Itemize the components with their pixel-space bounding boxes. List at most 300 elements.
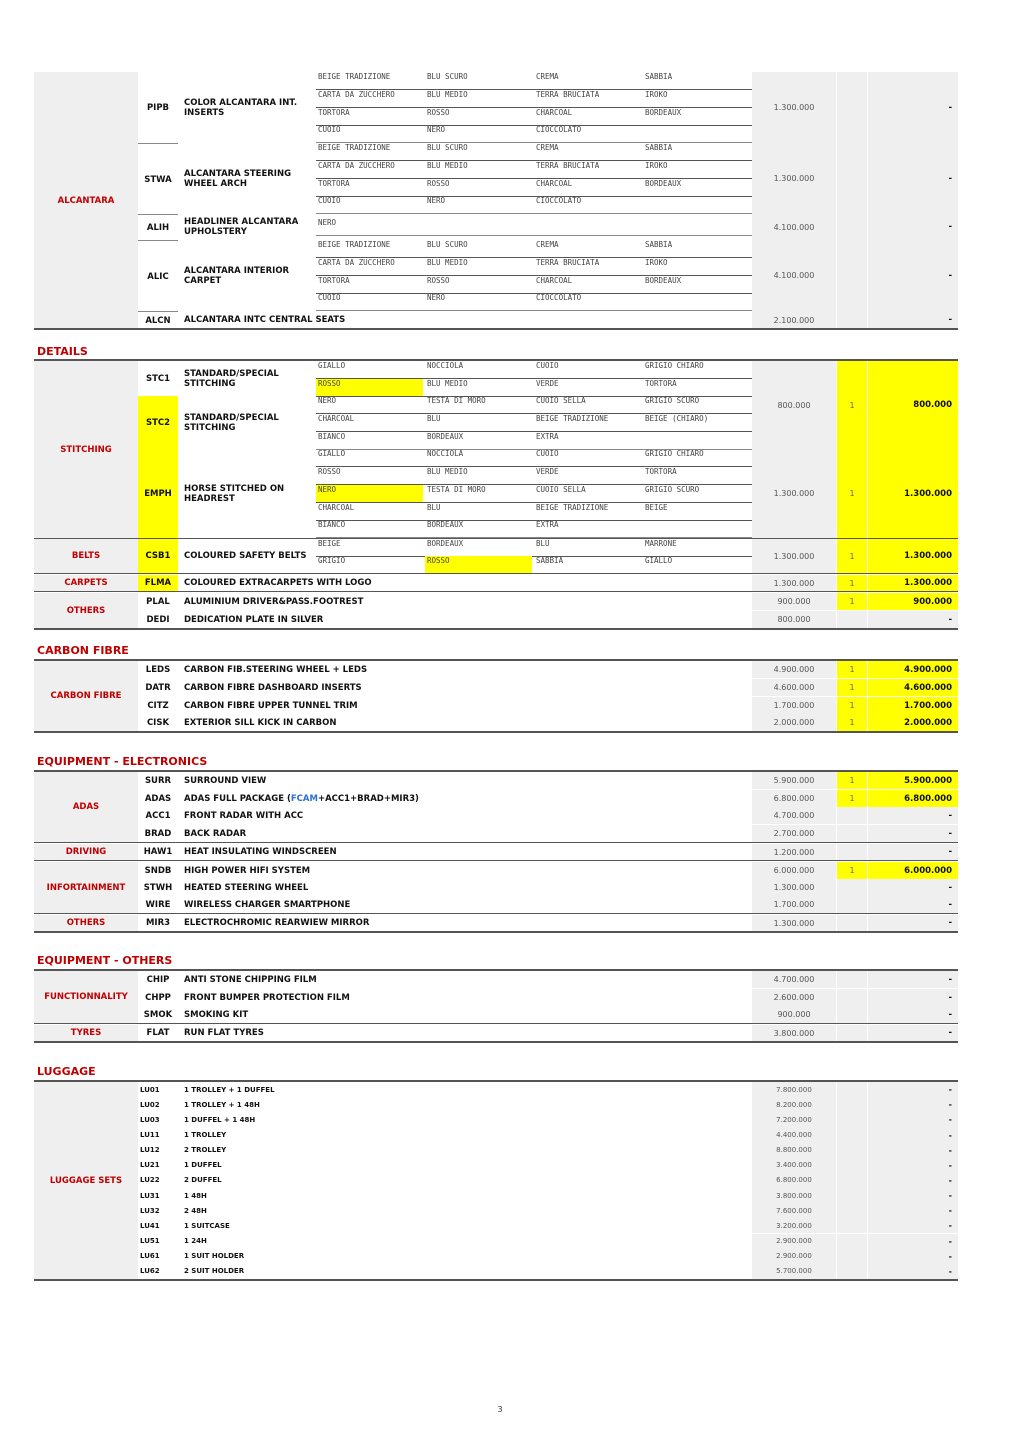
color-cell: CARTA DA ZUCCHERO [318,258,395,267]
option-description: HEAT INSULATING WINDSCREEN [184,847,337,857]
color-cell: ROSSO [427,179,450,188]
color-cell: TERRA BRUCIATA [536,258,600,267]
option-total: - [868,825,958,842]
option-description: FRONT BUMPER PROTECTION FILM [184,992,350,1003]
option-description: CARBON FIB.STEERING WHEEL + LEDS [184,664,368,675]
color-cell: BEIGE TRADIZIONE [318,72,391,81]
option-price: 8.800.000 [752,1143,836,1158]
color-cell: CIOCCOLATO [536,293,582,302]
option-code: LU03 [140,1115,160,1124]
section-divider [34,1279,958,1281]
color-cell: VERDE [536,379,559,388]
option-qty [837,1112,867,1127]
color-cell: BEIGE TRADIZIONE [318,240,391,249]
option-price: 800.000 [752,611,836,628]
option-qty: 1 [837,772,867,789]
option-qty [837,1025,867,1041]
option-total: 1.300.000 [868,575,958,591]
section-title-equipment-electronics: EQUIPMENT - ELECTRONICS [37,755,208,768]
option-price: 1.300.000 [752,72,836,143]
option-code: CISK [146,717,170,728]
color-cell: BLU SCURO [427,143,468,152]
color-cell: GIALLO [318,449,346,458]
color-cell: ROSSO [318,467,341,476]
color-cell: CIOCCOLATO [536,196,582,205]
color-cell: CIOCCOLATO [536,125,582,134]
option-qty: 1 [837,361,867,449]
option-description: 1 TROLLEY + 1 DUFFEL [184,1085,275,1094]
option-qty [837,1264,867,1279]
option-qty [837,971,867,988]
color-cell: SABBIA [536,556,564,565]
option-description: HEADLINER ALCANTARA UPHOLSTERY [184,217,299,237]
option-total: - [868,611,958,628]
option-price: 1.300.000 [752,879,836,896]
option-code: CHIP [146,974,170,985]
option-total: - [868,143,958,214]
option-total: - [868,1249,958,1264]
option-code: ACC1 [145,810,171,821]
option-total: - [868,896,958,913]
option-code: PLAL [146,596,170,607]
color-cell: NERO [427,125,446,134]
color-cell-selected: ROSSO [425,556,532,573]
option-qty [837,1158,867,1173]
section-divider [34,1041,958,1043]
option-code: STC2 [138,396,178,449]
color-cell: SABBIA [645,143,673,152]
color-cell: BEIGE TRADIZIONE [536,414,609,423]
section-divider [34,931,958,933]
option-description: ALCANTARA STEERING WHEEL ARCH [184,168,292,189]
category-others: OTHERS [34,593,138,628]
option-total: - [868,844,958,860]
option-price: 6.800.000 [752,790,836,807]
option-price: 6.000.000 [752,862,836,879]
option-total: 6.000.000 [868,862,958,879]
option-description: STANDARD/SPECIAL STITCHING [184,412,279,433]
option-code: WIRE [145,899,171,910]
option-total: - [868,1173,958,1188]
option-description: 2 SUIT HOLDER [184,1267,245,1276]
option-code: LU22 [140,1176,160,1185]
option-code: STWA [138,143,178,215]
option-qty: 1 [837,714,867,731]
color-cell: GRIGIO CHIARO [645,449,704,458]
option-description: HEATED STEERING WHEEL [184,882,309,893]
option-price: 1.200.000 [752,844,836,860]
row-divider [34,842,958,843]
color-cell: CARTA DA ZUCCHERO [318,90,395,99]
color-cell: NERO [427,293,446,302]
color-cell: BLU SCURO [427,240,468,249]
color-cell: BEIGE TRADIZIONE [536,503,609,512]
color-cell: BORDEAUX [427,539,464,548]
option-total: - [868,807,958,824]
color-cell: BLU [536,539,550,548]
option-total: - [868,214,958,240]
option-price: 6.800.000 [752,1173,836,1188]
color-cell: TESTA DI MORO [427,485,486,494]
color-cell: NERO [318,218,337,227]
option-total: - [868,1143,958,1158]
option-code: BRAD [144,828,172,839]
option-qty [837,1234,867,1249]
section-title-details: DETAILS [37,345,88,358]
option-price: 8.200.000 [752,1097,836,1112]
option-description: 1 TROLLEY + 1 48H [184,1100,260,1109]
row-divider [34,1023,958,1024]
option-price: 3.800.000 [752,1188,836,1203]
color-cell: CHARCOAL [536,108,573,117]
option-code: LU61 [140,1252,160,1261]
color-cell: TERRA BRUCIATA [536,90,600,99]
option-total: - [868,1234,958,1249]
color-cell: IROKO [645,161,668,170]
option-price: 800.000 [752,361,836,449]
option-qty: 1 [837,539,867,573]
color-cell: VERDE [536,467,559,476]
color-cell: BLU MEDIO [427,90,468,99]
option-code: FLMA [138,575,178,591]
color-cell: BEIGE (CHIARO) [645,414,709,423]
color-cell: CREMA [536,72,559,81]
row-divider [34,860,958,861]
option-description: 1 SUITCASE [184,1221,230,1230]
option-description: COLOURED SAFETY BELTS [184,551,307,561]
color-cell: BLU [427,503,441,512]
option-description: SMOKING KIT [184,1009,249,1020]
option-description: ALCANTARA INTERIOR CARPET [184,265,290,286]
option-code: LU51 [140,1237,160,1246]
color-cell: BEIGE [645,503,668,512]
color-cell: GRIGIO [318,556,346,565]
row-divider [34,913,958,914]
color-cell: BEIGE TRADIZIONE [318,143,391,152]
section-divider [34,628,958,630]
option-qty: 1 [837,593,867,610]
color-cell-selected: ROSSO [316,379,423,396]
option-code: SMOK [143,1009,173,1020]
option-qty [837,611,867,628]
option-total: 800.000 [868,361,958,449]
option-total: - [868,1025,958,1041]
color-cell: CUOIO [318,196,341,205]
color-cell: IROKO [645,258,668,267]
option-code: LU31 [140,1191,160,1200]
color-cell: CUOIO SELLA [536,396,586,405]
category-driving: DRIVING [34,844,138,860]
section-divider [34,731,958,733]
option-qty [837,989,867,1006]
option-price: 1.300.000 [752,539,836,573]
option-description: 1 TROLLEY [184,1131,227,1139]
option-qty [837,807,867,824]
option-total: 5.900.000 [868,772,958,789]
category-functionnality: FUNCTIONNALITY [34,971,138,1023]
color-cell: BLU [427,414,441,423]
option-price: 900.000 [752,593,836,610]
section-divider [34,328,958,330]
category-luggage-sets: LUGGAGE SETS [34,1082,138,1279]
section-title-equipment-others: EQUIPMENT - OTHERS [37,954,173,967]
color-cell: BEIGE [318,539,341,548]
color-grid [316,449,752,538]
color-grid [316,72,752,143]
option-price: 2.700.000 [752,825,836,842]
category-belts: BELTS [34,539,138,573]
color-cell: BORDEAUX [427,432,464,441]
option-code: ALIH [138,214,178,241]
category-adas: ADAS [34,772,138,842]
option-code: LEDS [145,664,171,675]
option-code: ALCN [138,311,178,330]
section-title-luggage: LUGGAGE [37,1065,96,1078]
color-cell: NOCCIOLA [427,361,464,370]
option-description: ALCANTARA INTC CENTRAL SEATS [184,315,346,325]
option-description: 1 48H [184,1191,207,1200]
color-cell: CUOIO [536,361,559,370]
color-cell: GIALLO [645,556,673,565]
option-code: SNDB [144,865,172,876]
option-qty: 1 [837,679,867,696]
option-code: SURR [144,775,172,786]
color-cell: BIANCO [318,432,346,441]
color-cell: TORTORA [318,179,350,188]
option-total: - [868,1006,958,1023]
option-qty [837,1188,867,1203]
option-code: DEDI [146,614,170,625]
option-code: ALIC [138,240,178,312]
color-cell: CARTA DA ZUCCHERO [318,161,395,170]
option-code: STWH [143,882,173,893]
section-title-carbon-fibre: CARBON FIBRE [37,644,129,657]
option-description: ADAS FULL PACKAGE ( FCAM +ACC1+BRAD+MIR3) [184,793,419,804]
option-code: LU11 [140,1131,160,1139]
option-price: 4.700.000 [752,807,836,824]
option-qty [837,72,867,143]
option-code: LU01 [140,1085,160,1094]
option-total: - [868,1264,958,1279]
color-cell: CREMA [536,143,559,152]
color-cell: SABBIA [645,240,673,249]
option-total: - [868,989,958,1006]
color-cell: BORDEAUX [645,108,682,117]
option-description: COLOURED EXTRACARPETS WITH LOGO [184,578,372,588]
color-cell: NOCCIOLA [427,449,464,458]
option-code: ADAS [144,793,172,804]
option-total: - [868,1203,958,1218]
category-others: OTHERS [34,915,138,931]
option-description: FRONT RADAR WITH ACC [184,810,304,821]
color-cell: CREMA [536,240,559,249]
option-code: FLAT [146,1028,170,1038]
category-carbon-fibre: CARBON FIBRE [34,661,138,731]
option-price: 3.200.000 [752,1218,836,1233]
option-qty [837,1097,867,1112]
color-cell: GRIGIO SCURO [645,485,700,494]
option-qty [837,825,867,842]
option-code: PIPB [146,102,170,113]
option-price: 2.000.000 [752,714,836,731]
option-code: EMPH [138,449,178,538]
option-qty [837,896,867,913]
option-qty [837,1143,867,1158]
option-description: ANTI STONE CHIPPING FILM [184,974,317,985]
option-total: 2.000.000 [868,714,958,731]
color-cell: CHARCOAL [536,179,573,188]
color-grid [316,539,752,573]
option-total: - [868,311,958,329]
option-code: CSB1 [138,539,178,573]
option-total: 4.900.000 [868,661,958,678]
option-qty [837,844,867,860]
color-cell: BLU MEDIO [427,258,468,267]
color-cell: BLU MEDIO [427,379,468,388]
option-price: 3.800.000 [752,1025,836,1041]
option-description: 2 DUFFEL [184,1176,222,1185]
option-description: COLOR ALCANTARA INT. INSERTS [184,97,298,118]
option-code: LU62 [140,1267,160,1276]
option-total: - [868,1127,958,1142]
color-cell: CUOIO SELLA [536,485,586,494]
option-qty [837,1218,867,1233]
color-cell: TERRA BRUCIATA [536,161,600,170]
option-qty [837,879,867,896]
color-cell: TORTORA [318,108,350,117]
option-qty [837,240,867,311]
color-cell: BLU MEDIO [427,467,468,476]
option-qty: 1 [837,661,867,678]
option-total: 6.800.000 [868,790,958,807]
option-description: ELECTROCHROMIC REARWIEW MIRROR [184,918,370,928]
color-cell: TESTA DI MORO [427,396,486,405]
option-description: CARBON FIBRE UPPER TUNNEL TRIM [184,700,358,711]
category-stitching: STITCHING [34,361,138,538]
option-price: 4.700.000 [752,971,836,988]
color-cell: CUOIO [318,125,341,134]
option-description: 1 24H [184,1237,207,1246]
option-code: LU12 [140,1146,160,1155]
color-cell: BLU SCURO [427,72,468,81]
color-cell: SABBIA [645,72,673,81]
color-cell: IROKO [645,90,668,99]
option-code: CHPP [145,992,171,1003]
option-qty [837,311,867,329]
option-code: MIR3 [145,918,171,928]
color-cell: NERO [318,396,337,405]
color-cell: BLU MEDIO [427,161,468,170]
option-code: DATR [145,682,171,693]
color-cell: NERO [427,196,446,205]
option-price: 5.900.000 [752,772,836,789]
color-cell: TORTORA [318,276,350,285]
option-total: - [868,1218,958,1233]
option-description: ALUMINIUM DRIVER&PASS.FOOTREST [184,596,364,607]
option-code: CITZ [147,700,169,711]
option-qty: 1 [837,697,867,714]
color-cell: CUOIO [318,293,341,302]
option-price: 1.300.000 [752,143,836,214]
option-price: 1.300.000 [752,449,836,538]
option-qty: 1 [837,575,867,591]
color-cell: GRIGIO SCURO [645,396,700,405]
option-price: 2.900.000 [752,1249,836,1264]
color-cell: TORTORA [645,467,677,476]
option-qty [837,1006,867,1023]
color-cell: ROSSO [427,108,450,117]
color-cell: BORDEAUX [645,276,682,285]
color-grid [316,361,752,396]
option-code: LU02 [140,1100,160,1109]
option-description: WIRELESS CHARGER SMARTPHONE [184,899,351,910]
option-price: 1.300.000 [752,915,836,931]
color-cell: BIANCO [318,520,346,529]
option-price: 4.600.000 [752,679,836,696]
option-total: 1.300.000 [868,449,958,538]
option-price: 5.700.000 [752,1264,836,1279]
option-code: LU32 [140,1206,160,1215]
option-price: 4.100.000 [752,240,836,311]
option-total: - [868,915,958,931]
option-price: 7.600.000 [752,1203,836,1218]
color-cell: TORTORA [645,379,677,388]
option-total: - [868,1097,958,1112]
option-price: 7.800.000 [752,1082,836,1097]
option-qty [837,915,867,931]
option-total: - [868,879,958,896]
option-price: 3.400.000 [752,1158,836,1173]
color-cell: GIALLO [318,361,346,370]
color-cell-selected: NERO [316,485,423,502]
color-cell: ROSSO [427,276,450,285]
option-description: 1 SUIT HOLDER [184,1252,245,1261]
option-price: 2.600.000 [752,989,836,1006]
color-grid [316,240,752,311]
option-total: - [868,1158,958,1173]
option-price: 2.900.000 [752,1234,836,1249]
option-price: 1.700.000 [752,697,836,714]
option-code: STC1 [145,373,171,384]
color-cell: CHARCOAL [318,503,355,512]
option-description: DEDICATION PLATE IN SILVER [184,614,324,625]
option-qty: 1 [837,862,867,879]
option-code: LU41 [140,1221,160,1230]
option-qty [837,1127,867,1142]
option-code: HAW1 [143,847,173,857]
category-carpets: CARPETS [34,575,138,591]
option-total: - [868,1188,958,1203]
option-qty: 1 [837,790,867,807]
color-cell: CHARCOAL [536,276,573,285]
option-total: - [868,240,958,311]
option-price: 7.200.000 [752,1112,836,1127]
option-qty [837,143,867,214]
color-cell: MARRONE [645,539,677,548]
option-description: HIGH POWER HIFI SYSTEM [184,865,311,876]
category-infortainment: INFORTAINMENT [34,862,138,913]
option-total: - [868,1082,958,1097]
fcam-highlight: FCAM [290,793,318,804]
option-price: 2.100.000 [752,311,836,329]
option-price: 4.100.000 [752,214,836,240]
option-price: 4.400.000 [752,1127,836,1142]
option-qty [837,1249,867,1264]
option-description: 1 DUFFEL + 1 48H [184,1115,256,1124]
option-description: STANDARD/SPECIAL STITCHING [184,368,279,389]
option-total: - [868,1112,958,1127]
color-grid [316,143,752,214]
